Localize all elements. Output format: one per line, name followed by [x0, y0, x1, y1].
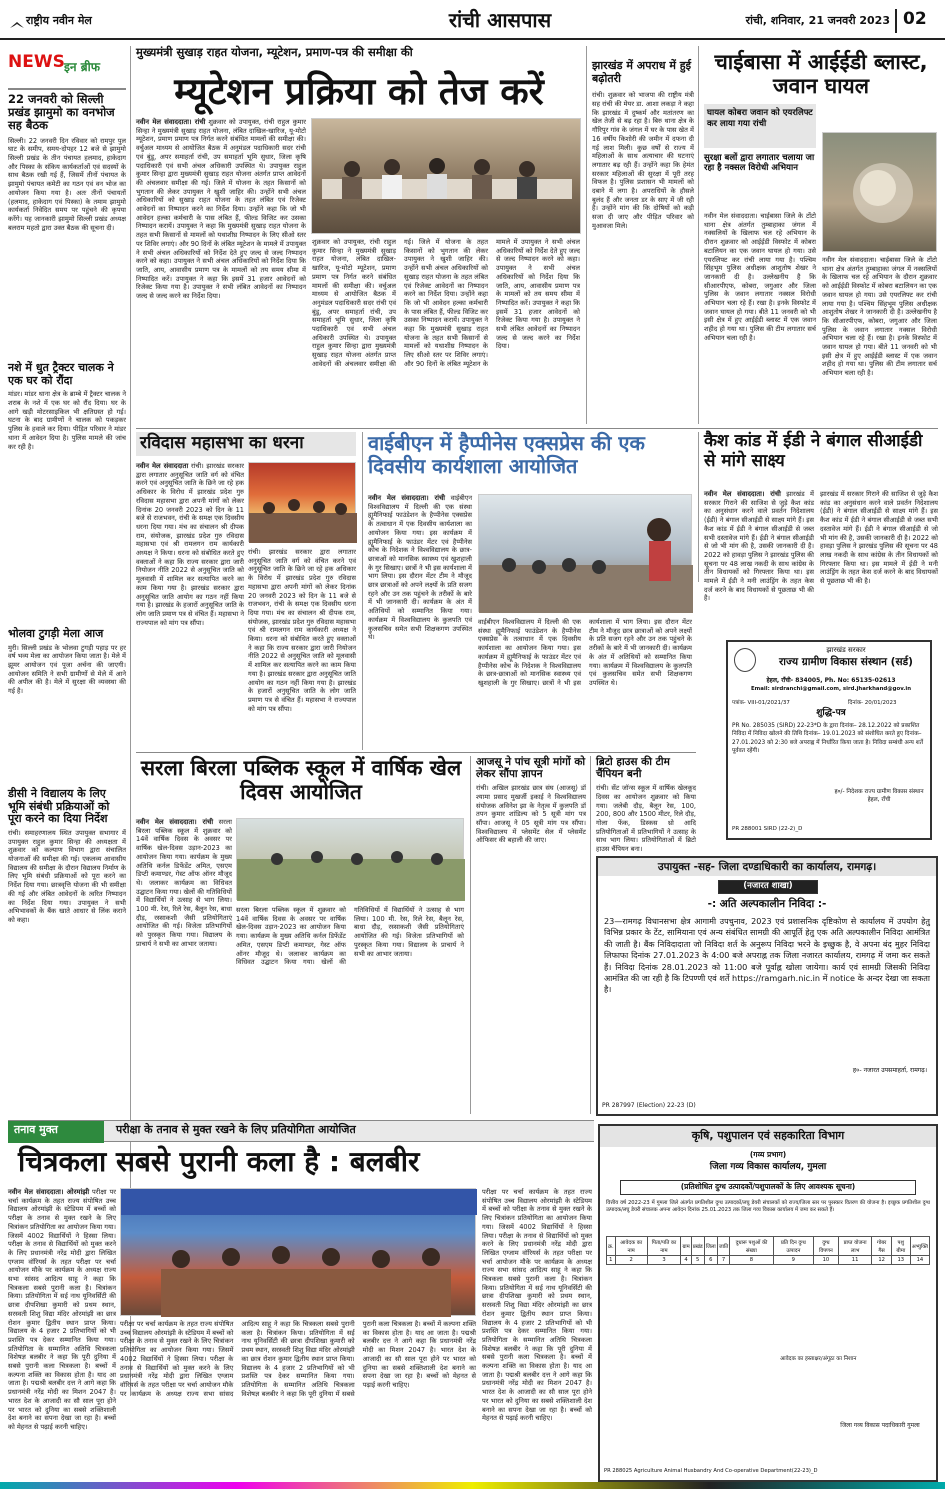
krishi-table-cell: 8 [730, 1256, 773, 1265]
sird-pr: PR 288001 SIRD (22-2)_D [732, 826, 803, 832]
aajsu-headline: आजसू ने पांच सूत्री मांगों को लेकर सौंपा ज्ञापन [476, 756, 586, 781]
ed-headline: कैश कांड में ईडी ने बंगाल सीआईडी से मांगे साक्ष्य [704, 431, 923, 471]
ed-story [704, 431, 938, 603]
chaibasa-subhead: घायल कोबरा जवान को एयरलिफ्ट कर लाया गया रांची [704, 104, 816, 148]
top-story-body-col1: शुक्रवार को उपायुक्त, रांची राहुल कुमार सिन्हा ने मुख्यमंत्री सुखाड़ राहत योजना, लंबित दाखिल-खारिज, यू-मोटो म्यूटेशन, प्रमाण प्रमाण पत्र निर्गत करने संबंधित मामलों की समीक्षा की। वर्चुअल माध्यम से आयोजित बैठक में अनुमंडल पदाधिकारी सदर रांची एवं बुंडू, अपर समाहर्ता रांची, उप समाहर्ता भूमि सुधार, जिला कृषि पदाधिकारी एवं सभी अंचल अधिकारी उपस्थित थे। उपायुक्त राहुल कुमार सिन्हा द्वारा मुख्यमंत्री सुखाड़ राहत योजना अंतर्गत प्राप्त आवेदनों की अंचलवार समीक्षा की गई। जिले में योजना के तहत किसानों को भुगतान की लेकर उपायुक्त ने खुशी जाहिर की। उन्होंने सभी अंचल अधिकारियों को सुखाड़ राहत योजना के तहत लंबित एवं रिजेक्ट आवेदनों का निष्पादन करने का निर्देश दिया। उन्होंने कहा कि जो भी आवेदन हल्का कर्मचारी के पास लंबित हैं, फील्ड विजिट कर उसका निष्पादन करायें। उपायुक्त ने कहा कि मुख्यमंत्री सुखाड़ राहत योजना के तहत सभी किसानों से मामलों को यथाशीघ्र निष्पादन के लिए सीओ स्तर पर शिविर लगाएं। और 90 दिनों के लंबित म्यूटेशन के मामले में उपायुक्त ने सभी अंचल अधिकारियों को निर्देश देते हुए जल्द से जल्द निष्पादन करने को कहा। उपायुक्त ने सभी अंचल अधिकारियों को निर्देश दिया कि जाति, आय, आवासीय प्रमाण पत्र के मामलों को तय समय सीमा में निष्पादित करें। उपायुक्त ने कहा कि इसमें 31 हजार आवेदनों को रिजेक्ट किया गया है। उपायुक्त ने सभी लंबित आवेदनों का निष्पादन जल्द से जल्द करने का निर्देश दिया। [136, 118, 306, 301]
ed-body-col1 [704, 490, 814, 603]
krishi-table-cell: 9 [773, 1256, 813, 1265]
sarla-photo [236, 818, 464, 900]
krishi-table-header: क्र. [607, 1237, 616, 1256]
top-story-body-col2: शुक्रवार को उपायुक्त, रांची राहुल कुमार सिन्हा ने मुख्यमंत्री सुखाड़ राहत योजना, लंबित दाखिल-खारिज, यू-मोटो म्यूटेशन, प्रमाण प्रमाण पत्र निर्गत करने संबंधित मामलों की समीक्षा की। वर्चुअल माध्यम से आयोजित बैठक में अनुमंडल पदाधिकारी सदर रांची एवं बुंडू, अपर समाहर्ता रांची, उप समाहर्ता भूमि सुधार, जिला कृषि पदाधिकारी एवं सभी अंचल अधिकारी उपस्थित थे। उपायुक्त राहुल कुमार सिन्हा द्वारा मुख्यमंत्री सुखाड़ राहत योजना अंतर्गत प्राप्त आवेदनों की अंचलवार समीक्षा की गई। जिले में योजना के तहत किसानों को भुगतान की लेकर उपायुक्त ने खुशी जाहिर की। उन्होंने सभी अंचल अधिकारियों को सुखाड़ राहत योजना के तहत लंबित एवं रिजेक्ट आवेदनों का निष्पादन करने का निर्देश दिया। उन्होंने कहा कि जो भी आवेदन हल्का कर्मचारी के पास लंबित हैं, फील्ड विजिट कर उसका निष्पादन करायें। उपायुक्त ने कहा कि मुख्यमंत्री सुखाड़ राहत योजना के तहत सभी किसानों से मामलों को यथाशीघ्र निष्पादन के लिए सीओ स्तर पर शिविर लगाएं। और 90 दिनों के लंबित म्यूटेशन के मामले में उपायुक्त ने सभी अंचल अधिकारियों को निर्देश देते हुए जल्द से जल्द निष्पादन करने को कहा। उपायुक्त ने सभी अंचल अधिकारियों को निर्देश दिया कि जाति, आय, आवासीय प्रमाण पत्र के मामलों को तय समय सीमा में निष्पादित करें। उपायुक्त ने कहा कि इसमें 31 हजार आवेदनों को रिजेक्ट किया गया है। उपायुक्त ने सभी लंबित आवेदनों का निष्पादन जल्द से जल्द करने का निर्देश दिया। [312, 238, 580, 368]
krishi-table-cell: 4 [681, 1256, 691, 1265]
brief-headline: नशे में धुत ट्रैक्टर चालक ने एक घर को रौंदा [8, 361, 114, 387]
krishi-title: कृषि, पशुपालन एवं सहकारिता विभाग [600, 1126, 936, 1147]
chitrakala-body-col3: परीक्षा पर चर्चा कार्यक्रम के तहत राज्य संपोषित उच्च विद्यालय ओरमांझी के स्टेडियम में बच्चों को परीक्षा के तनाव से मुक्त रखने के लिए चित्रांकन प्रतियोगिता का आयोजन किया गया। जिसमें 4002 विद्यार्थियों ने हिस्सा लिया। परीक्षा के तनाव से विद्यार्थियों को मुक्त करने के लिए प्रधानमंत्री नरेंद्र मोदी द्वारा लिखित एग्जाम वॉरियर्स के तहत परीक्षा पर चर्चा आयोजन मौके पर कार्यक्रम के अध्यक्ष राज्य सभा सांसद आदित्य साहू ने कहा कि चित्रकला सबसे पुरानी कला है। चित्रांकन किया। प्रतियोगिता में सई नाथ यूनिवर्सिटी की छात्रा दीपशिखा कुमारी को प्रथम स्थान, सरस्वती शिशु विद्या मंदिर ओरमांझी का छात्र रोशन कुमार द्वितीय स्थान प्राप्त किया। विद्यालय के 4 हजार 2 प्रतिभागियों को भी प्रशस्ति पत्र देकर सम्मानित किया गया। प्रतियोगिता के सम्मानित अतिथि चित्रकला विशेषज्ञ बलबीर ने कहा कि पूरी दुनिया में सबसे पुरानी कला चित्रकला है। बच्चों में कल्पना शक्ति का विकास होता है। याद आ जाता है। पद्मश्री बलबीर दत्त ने आगे कहा कि प्रधानमंत्री नरेंद्र मोदी का मिशन 2047 है। भारत देश के आजादी का सौ साल पूरा होने पर भारत को दुनिया का सबसे शक्तिशाली देश बनाने का सपना देखा जा रहा है। बच्चों को मेहनत से पढ़ाई करनी चाहिए। [482, 1188, 592, 1423]
dateline: रांची, शनिवार, 21 जनवरी 2023 [745, 14, 890, 27]
ramgarh-title: उपायुक्त -सह- जिला दण्डाधिकारी का कार्यालय, रामगढ़। [598, 858, 936, 876]
krishi-sub1: (गव्य प्रभाग) [749, 1150, 787, 1159]
aajsu-story [476, 756, 586, 1114]
sird-logo-icon [734, 648, 756, 672]
section-title: रांची आसपास [448, 8, 552, 32]
ramgarh-ad [596, 856, 938, 1116]
happiness-body-col2: वाईबीएन विश्वविद्यालय में दिल्ली की एक संस्था ह्यूमैनिफाई फाउंडेशन के हैप्पीनेस एक्सप्रेस के तत्वाधान में एक दिवसीय कार्यशाला का आयोजन किया गया। इस कार्यक्रम में ह्यूमैनिफाई के फाउंडर मेंटर एवं हैप्पीनेस कोच के निदेशक ने विश्वविद्यालय के छात्र-छात्राओं को मानसिक स्वास्थ्य एवं खुशहाली के गुर सिखाए। छात्रों ने भी इस कार्यशाला में भाग लिया। इस दौरान मेंटर टीम ने मौजूद छात्र छात्राओं को अपने लक्ष्यों के प्रति सजग रहने और उन तक पहुंचने के तरीकों के बारे में भी जानकारी दी। कार्यक्रम के अंत में अतिथियों को सम्मानित किया गया। कार्यक्रम में विश्वविद्यालय के कुलपति एवं कुलसचिव समेत सभी शिक्षकगण उपस्थित थे। [478, 618, 692, 687]
krishi-pr: PR 288025 Agriculture Animal Husbandry And Co-operative Department(22-23)_D [604, 1468, 818, 1474]
brief-label: इन ब्रीफ [64, 60, 100, 74]
chaibasa-body-col2: नवीन मेल संवाददाता। चाईबासा जिले के टोंटो थाना क्षेत्र अंतर्गत तुम्बाहाका जंगल में नक्सलियों के खिलाफ चल रहे अभियान के दौरान शुक्रवार को आईईडी विस्फोट में कोबरा बटालियन का एक जवान घायल हो गया। उसे एयरलिफ्ट कर रांची लाया गया है। पश्चिम सिंहभूम पुलिस अधीक्षक आशुतोष शेखर ने जानकारी दी है। उल्लेखनीय है कि सीआरपीएफ, कोबरा, जगुआर और जिला पुलिस के जवान लगातार नक्सल विरोधी अभियान चला रहे हैं। रखा है। इनके विस्फोट में जवान घायल हो गया। बीते 11 जनवरी को भी इसी क्षेत्र में हुए आईईडी ब्लास्ट में एक जवान शहीद हो गया था। पुलिस की टीम लगातार सर्च अभियान चला रही है। [822, 256, 937, 378]
top-story-body [136, 118, 306, 424]
krishi-table-cell: 12 [872, 1256, 891, 1265]
chitrakala-photo [120, 1188, 476, 1316]
krishi-table-cell: 6 [704, 1256, 717, 1265]
krishi-table [606, 1236, 930, 1265]
happiness-body-col1 [368, 494, 472, 748]
top-story-photo [311, 118, 581, 234]
news-label: NEWS [8, 52, 65, 72]
krishi-table-cell: 14 [910, 1256, 929, 1265]
top-story-headline: म्यूटेशन प्रक्रिया को तेज करें [174, 70, 544, 114]
krishi-table-cell: 1 [607, 1256, 616, 1265]
chitrakala-headline: चित्रकला सबसे पुरानी कला है : बलबीर [18, 1145, 420, 1178]
chaibasa-headline: चाईबासा में आईईडी ब्लास्ट, जवान घायल [714, 50, 928, 99]
krishi-table-header: दुधारू पशुओं की संख्या [730, 1237, 773, 1256]
tanav-band [8, 1120, 594, 1142]
krishi-table-cell: 5 [691, 1256, 704, 1265]
krishi-table-cell: 3 [647, 1256, 681, 1265]
ravidas-headline: रविदास महासभा का धरना [136, 432, 356, 456]
sarla-body-text: सरला बिरला पब्लिक स्कूल में शुक्रवार को 14वें वार्षिक दिवस के अवसर पर वार्षिक खेल-दिवस उड़ान-2023 का आयोजन किया गया। कार्यक्रम के मुख्य अतिथि कर्नल डिफेंडेंट अमित, एसएम डिप्टी कमाण्डर, गेस्ट ऑफ ऑनर मौजूद थे। जलाकर कार्यक्रम का विधिवत उद्घाटन किया गया। खेलों की गतिविधियों में विद्यार्थियों ने उत्साह से भाग लिया। 100 मी. रेस, रिले रेस, बैलून रेस, बाधा दौड़, रस्साकशी जैसी प्रतियोगिताएं आयोजित की गई। विजेता प्रतिभागियों को पुरस्कृत किया गया। विद्यालय के प्राचार्य ने सभी का आभार जताया। [136, 818, 232, 948]
krishi-table-header: अभ्युक्ति [910, 1237, 929, 1256]
sird-address: हेहल, राँची- 834005, Ph. No: 65135-02613 [766, 677, 896, 684]
masthead [0, 0, 945, 40]
sird-ad [726, 640, 932, 840]
crime-body: रांची। शुक्रवार को भाजपा की राष्ट्रीय मंत्री सह रांची की मेयर डा. आशा लकड़ा ने कहा कि झारखंड में दुष्कर्म और मतांतरण का खेल तेजी से बढ़ रहा है। बिरु थाना क्षेत्र के गौरिपुर गांव के जंगल में घर के पास खेत में 16 वर्षीय किशोरी की जमीन में दफना दी गई लाश मिली। कुछ वर्षों से राज्य में महिलाओं के साथ अत्याचार की घटनाएं लगातार बढ़ रही हैं। उन्होंने कहा कि हेमंत सरकार महिलाओं की सुरक्षा में पूरी तरह विफल है। पुलिस प्रशासन भी मामलों को दबाने में लगा है। अपराधियों के हौसले बुलंद हैं और जनता डर के साए में जी रही है। उन्होंने मांग की कि दोषियों को कड़ी सजा दी जाए और पीड़ित परिवार को मुआवजा मिले। [592, 91, 694, 230]
krishi-table-cell: 2 [615, 1256, 647, 1265]
brief-body: मांडर। मांडर थाना क्षेत्र के ब्राम्बे में ट्रैक्टर चालक ने शराब के नशे में एक घर को रौंद दिया। घर के आगे खड़ी मोटरसाइकिल भी क्षतिग्रस्त हो गई। घटना के बाद ग्रामीणों ने चालक को पकड़कर पुलिस के हवाले कर दिया। पीड़ित परिवार ने मांडर थाना में आवेदन दिया है। पुलिस मामले की जांच कर रही है। [8, 390, 126, 451]
brito-body: रांची। सेंट जॉन्स स्कूल में वार्षिक खेलकूद दिवस का आयोजन शुक्रवार को किया गया। जलेबी दौड़, बैलून रेस, 100, 200, 800 और 1500 मीटर, रिले दौड़, गोला फेंक, डिस्कस थ्रो आदि प्रतियोगिताओं में प्रतिभागियों ने उत्साह के साथ भाग लिया। प्रतियोगिताओं में ब्रिटो हाउस चैंपियन बना। [596, 784, 696, 854]
ravidas-body-col2: रांची। झारखंड सरकार द्वारा लगातार अनुसूचित जाति वर्ग को वंचित करने एवं अनुसूचित जाति के छिने जा रहे हक अधिकार के विरोध में झारखंड प्रदेश गुरु रविदास महासभा द्वारा अपनी मांगों को लेकर दिनांक 20 जनवरी 2023 को दिन के 11 बजे से राजभवन, रांची के समक्ष एक दिवसीय धरना दिया गया। मंच का संचालन श्री दीपक राम, संयोजक, झारखंड प्रदेश गुरु रविदास महासभा एवं श्री रामलगन राम कार्यकारी अध्यक्ष ने किया। धरना को संबोधित करते हुए वक्ताओं ने कहा कि राज्य सरकार द्वारा जारी नियोजन नीति 2022 से अनुसूचित जाति को मूलवासी में शामिल कर सत्यापित करने का काम किया गया है। झारखंड सरकार द्वारा अनुसूचित जाति आयोग का गठन नहीं किया गया है। झारखंड के हजारों अनुसूचित जाति के लोग जाति प्रमाण पत्र से वंचित हैं। महासभा ने राज्यपाल को मांग पत्र सौंपा। [248, 548, 356, 713]
top-story-kicker: मुख्यमंत्री सुखाड़ राहत योजना, म्यूटेशन, प्रमाण-पत्र की समीक्षा की [136, 45, 413, 59]
sird-dinank: दिनांक- 20/01/2023 [848, 700, 897, 706]
ed-byline: नवीन मेल संवाददाता। रांची [704, 490, 781, 498]
brito-headline: ब्रिटो हाउस की टीम चैंपियन बनी [596, 756, 670, 781]
sarla-headline: सरला बिरला पब्लिक स्कूल में वार्षिक खेल दिवस आयोजित [140, 756, 462, 805]
krishi-table-cell: 7 [717, 1256, 730, 1265]
krishi-sign: जिला गव्य विकास पदाधिकारी गुमला [840, 1422, 920, 1429]
sird-org: राज्य ग्रामीण विकास संस्थान (सर्ड) [779, 656, 913, 668]
tanav-headline: परीक्षा के तनाव से मुक्त रखने के लिए प्रतियोगिता आयोजित [116, 1123, 356, 1136]
krishi-table-header: जिला [704, 1237, 717, 1256]
krishi-table-header: दुग्ध विपणन [814, 1237, 839, 1256]
sarla-byline: नवीन मेल संवाददाता। रांची [136, 818, 214, 826]
crime-story [592, 60, 694, 424]
crime-headline: झारखंड में अपराध में हुई बढ़ोतरी [592, 59, 692, 85]
brief-item-4 [8, 788, 126, 1129]
ed-body-text: झारखंड में सरकार गिराने की साजिश से जुड़े कैश कांड का अनुसंधान करने वाले प्रवर्तन निदेशालय (ईडी) ने बंगाल सीआईडी से साक्ष्य मांगे हैं। इस कैश कांड में ईडी ने बंगाल सीआईडी से जब्त सभी दस्तावेज मांगे हैं। ईडी ने बंगाल सीआईडी से जो भी मांग की है, उसकी जानकारी दी है। 2022 को हावड़ा पुलिस ने झारखंड पुलिस की सूचना पर 48 लाख नकदी के साथ कांग्रेस के तीन विधायकों को गिरफ्तार किया था। इस मामले में ईडी ने मनी लाउंड्रिंग के तहत केस दर्ज करने के बाद विधायकों से पूछताछ भी की है। [704, 490, 814, 603]
chitrakala-body-text: परीक्षा पर चर्चा कार्यक्रम के तहत राज्य संपोषित उच्च विद्यालय ओरमांझी के स्टेडियम में बच्चों को परीक्षा के तनाव से मुक्त रखने के लिए चित्रांकन प्रतियोगिता का आयोजन किया गया। जिसमें 4002 विद्यार्थियों ने हिस्सा लिया। परीक्षा के तनाव से विद्यार्थियों को मुक्त करने के लिए प्रधानमंत्री नरेंद्र मोदी द्वारा लिखित एग्जाम वॉरियर्स के तहत परीक्षा पर चर्चा आयोजन मौके पर कार्यक्रम के अध्यक्ष राज्य सभा सांसद आदित्य साहू ने कहा कि चित्रकला सबसे पुरानी कला है। चित्रांकन किया। प्रतियोगिता में सई नाथ यूनिवर्सिटी की छात्रा दीपशिखा कुमारी को प्रथम स्थान, सरस्वती शिशु विद्या मंदिर ओरमांझी का छात्र रोशन कुमार द्वितीय स्थान प्राप्त किया। विद्यालय के 4 हजार 2 प्रतिभागियों को भी प्रशस्ति पत्र देकर सम्मानित किया गया। प्रतियोगिता के सम्मानित अतिथि चित्रकला विशेषज्ञ बलबीर ने कहा कि पूरी दुनिया में सबसे पुरानी कला चित्रकला है। बच्चों में कल्पना शक्ति का विकास होता है। याद आ जाता है। पद्मश्री बलबीर दत्त ने आगे कहा कि प्रधानमंत्री नरेंद्र मोदी का मिशन 2047 है। भारत देश के आजादी का सौ साल पूरा होने पर भारत को दुनिया का सबसे शक्तिशाली देश बनाने का सपना देखा जा रहा है। बच्चों को मेहनत से पढ़ाई करनी चाहिए। [8, 1188, 116, 1431]
page-number: 02 [895, 9, 935, 33]
ravidas-body-text: रांची। झारखंड सरकार द्वारा लगातार अनुसूचित जाति वर्ग को वंचित करने एवं अनुसूचित जाति के छिने जा रहे हक अधिकार के विरोध में झारखंड प्रदेश गुरु रविदास महासभा द्वारा अपनी मांगों को लेकर दिनांक 20 जनवरी 2023 को दिन के 11 बजे से राजभवन, रांची के समक्ष एक दिवसीय धरना दिया गया। मंच का संचालन श्री दीपक राम, संयोजक, झारखंड प्रदेश गुरु रविदास महासभा एवं श्री रामलगन राम कार्यकारी अध्यक्ष ने किया। धरना को संबोधित करते हुए वक्ताओं ने कहा कि राज्य सरकार द्वारा जारी नियोजन नीति 2022 से अनुसूचित जाति को मूलवासी में शामिल कर सत्यापित करने का काम किया गया है। झारखंड सरकार द्वारा अनुसूचित जाति आयोग का गठन नहीं किया गया है। झारखंड के हजारों अनुसूचित जाति के लोग जाति प्रमाण पत्र से वंचित हैं। महासभा ने राज्यपाल को मांग पत्र सौंपा। [136, 462, 244, 627]
brief-item-2 [8, 362, 126, 620]
ramgarh-pr: PR 287997 (Election) 22-23 (D) [602, 1102, 696, 1109]
sird-title: शुद्धि-पत्र [816, 708, 846, 718]
sird-body: PR No. 285035 (SIRD) 22-23*D के द्वारा दिनांक– 28.12.2022 को प्रकाशित निविदा में निविदा खोलने की तिथि दिनांक– 19.01.2023 को संशोधित करते हुए दिनांक– 27.01.2023 को 2:30 बजे अपराह्न में निर्धारित किया जाता है। निविदा सम्बंधी अन्य शर्ते पूर्ववत रहेंगी। [732, 723, 924, 755]
tanav-tag: तनाव मुक्त [8, 1121, 104, 1143]
news-brief-header [8, 46, 126, 86]
happiness-story [368, 432, 694, 750]
krishi-table-cell: 11 [838, 1256, 872, 1265]
paper-name: राष्ट्रीय नवीन मेल [26, 14, 92, 27]
chaibasa-subhead2: सुरक्षा बलों द्वारा लगातार चलाया जा रहा है नक्सल विरोधी अभियान [704, 153, 815, 174]
brief-body: रांची। समाहरणालय स्थित उपायुक्त सभागार में उपायुक्त राहुल कुमार सिन्हा की अध्यक्षता में शुक्रवार को कल्याण विभाग द्वारा संचालित योजनाओं की समीक्षा की गई। एकलव्य आवासीय विद्यालय की समीक्षा के दौरान विद्यालय निर्माण के लिए भूमि संबंधी प्रक्रियाओं को पूरा करने का निर्देश दिया गया। छात्रवृत्ति योजना की भी समीक्षा की गई और लंबित आवेदनों के त्वरित निष्पादन का निर्देश दिया गया। उपायुक्त ने सभी अभिभावकों के बैंक खाते आधार से लिंक कराने को कहा। [8, 828, 126, 924]
brief-item-1 [8, 88, 126, 335]
ravidas-story [136, 432, 356, 750]
happiness-byline: नवीन मेल संवाददाता। रांची [368, 494, 446, 502]
chitrakala-body-col1 [8, 1188, 116, 1480]
chitrakala-byline: नवीन मेल संवाददाता। ओरमांझी [8, 1188, 90, 1196]
ramgarh-subtitle: (नजारत शाखा) [718, 880, 818, 894]
sarla-body-col2: सरला बिरला पब्लिक स्कूल में शुक्रवार को 14वें वार्षिक दिवस के अवसर पर वार्षिक खेल-दिवस उड़ान-2023 का आयोजन किया गया। कार्यक्रम के मुख्य अतिथि कर्नल डिफेंडेंट अमित, एसएम डिप्टी कमाण्डर, गेस्ट ऑफ ऑनर मौजूद थे। जलाकर कार्यक्रम का विधिवत उद्घाटन किया गया। खेलों की गतिविधियों में विद्यार्थियों ने उत्साह से भाग लिया। 100 मी. रेस, रिले रेस, बैलून रेस, बाधा दौड़, रस्साकशी जैसी प्रतियोगिताएं आयोजित की गई। विजेता प्रतिभागियों को पुरस्कृत किया गया। विद्यालय के प्राचार्य ने सभी का आभार जताया। [236, 906, 464, 967]
aajsu-body: रांची। अखिल झारखंड छात्र संघ (आजसू) डॉ श्यामा प्रसाद मुखर्जी इकाई ने विश्वविद्यालय संयोजक अविनेश झा के नेतृत्व में कुलपति डॉ तपन कुमार शांडिल्य को 5 सूत्री मांग पत्र सौंपा। आजसू ने 05 सूत्री मांग पत्र सौंपा। विश्वविद्यालय में प्लेसमेंट सेल में प्लेसमेंट ऑफिसर की बहाली की जाए। [476, 784, 586, 845]
ravidas-body-col1 [136, 462, 244, 748]
brief-body: मुरी। सिल्ली प्रखंड के भोलवा टुगड़ी पहाड़ पर हर वर्ष भव्य मेला का आयोजन किया जाता है। मेले में झूमर आयोजन एवं पूजा अर्चना की जाएगी। आयोजन समिति ने सभी ग्रामीणों से मेले में आने की अपील की है। मेले में सुरक्षा की व्यवस्था की गई है। [8, 643, 126, 696]
krishi-ad [598, 1124, 938, 1482]
krishi-table-header: ग्राम [681, 1237, 691, 1256]
krishi-table-header: प्रखंड [691, 1237, 704, 1256]
krishi-table-header: पशु बीमा [891, 1237, 910, 1256]
krishi-table-wrap [606, 1236, 930, 1265]
krishi-notice: (प्रतिशोधित दुग्ध उत्पादकों/पशुपालकों के लिए आवश्यक सूचना) [620, 1180, 916, 1195]
color-registration-bar [0, 1482, 945, 1489]
krishi-footer: आवेदक का हस्ताक्षर/अंगूठा का निशान [780, 1356, 857, 1362]
sird-email: Email: sirdranchi@gmail.com, sird.jharkhand@gov.in [750, 686, 912, 692]
krishi-table-cell: 13 [891, 1256, 910, 1265]
ramgarh-notice: -: अति अल्पकालीन निविदा :- [707, 898, 827, 910]
brief-item-3 [8, 628, 126, 784]
brief-headline: 22 जनवरी को सिल्ली प्रखंड झामुमो का वनभोज सह बैठक [8, 88, 126, 133]
chaibasa-story [704, 50, 938, 426]
krishi-table-cell: 10 [814, 1256, 839, 1265]
krishi-table-header: प्राप्त योजना लाभ [838, 1237, 872, 1256]
brief-headline: भोलवा टुगड़ी मेला आज [8, 627, 104, 640]
happiness-photo [478, 494, 692, 612]
krishi-table-header: आवेदक का नाम [615, 1237, 647, 1256]
krishi-table-header: पिता/पति का नाम [647, 1237, 681, 1256]
top-story [136, 46, 582, 426]
sird-patrank: पत्रांक- VIII-01/2021/37 [732, 700, 790, 706]
krishi-sub2: जिला गव्य विकास कार्यालय, गुमला [709, 1162, 827, 1172]
chitrakala-body-col2: परीक्षा पर चर्चा कार्यक्रम के तहत राज्य संपोषित उच्च विद्यालय ओरमांझी के स्टेडियम में बच्चों को परीक्षा के तनाव से मुक्त रखने के लिए चित्रांकन प्रतियोगिता का आयोजन किया गया। जिसमें 4002 विद्यार्थियों ने हिस्सा लिया। परीक्षा के तनाव से विद्यार्थियों को मुक्त करने के लिए प्रधानमंत्री नरेंद्र मोदी द्वारा लिखित एग्जाम वॉरियर्स के तहत परीक्षा पर चर्चा आयोजन मौके पर कार्यक्रम के अध्यक्ष राज्य सभा सांसद आदित्य साहू ने कहा कि चित्रकला सबसे पुरानी कला है। चित्रांकन किया। प्रतियोगिता में सई नाथ यूनिवर्सिटी की छात्रा दीपशिखा कुमारी को प्रथम स्थान, सरस्वती शिशु विद्या मंदिर ओरमांझी का छात्र रोशन कुमार द्वितीय स्थान प्राप्त किया। विद्यालय के 4 हजार 2 प्रतिभागियों को भी प्रशस्ति पत्र देकर सम्मानित किया गया। प्रतियोगिता के सम्मानित अतिथि चित्रकला विशेषज्ञ बलबीर ने कहा कि पूरी दुनिया में सबसे पुरानी कला चित्रकला है। बच्चों में कल्पना शक्ति का विकास होता है। याद आ जाता है। पद्मश्री बलबीर दत्त ने आगे कहा कि प्रधानमंत्री नरेंद्र मोदी का मिशन 2047 है। भारत देश के आजादी का सौ साल पूरा होने पर भारत को दुनिया का सबसे शक्तिशाली देश बनाने का सपना देखा जा रहा है। बच्चों को मेहनत से पढ़ाई करनी चाहिए। [120, 1320, 476, 1398]
chitrakala-story [8, 1146, 594, 1480]
paper-logo-icon [10, 15, 24, 25]
ravidas-photo [248, 462, 356, 542]
top-story-byline: नवीन मेल संवाददाता। रांची [136, 118, 206, 126]
ravidas-byline: नवीन मेल संवाददाता [136, 462, 189, 470]
chaibasa-photo [822, 132, 937, 252]
krishi-table-header: प्रति दिन दुग्ध उत्पादन [773, 1237, 813, 1256]
sird-govt: झारखंड सरकार [826, 646, 866, 654]
krishi-table-header: गोबर गैस [872, 1237, 891, 1256]
chaibasa-body: नवीन मेल संवाददाता। चाईबासा जिले के टोंटो थाना क्षेत्र अंतर्गत तुम्बाहाका जंगल में नक्सलियों के खिलाफ चल रहे अभियान के दौरान शुक्रवार को आईईडी विस्फोट में कोबरा बटालियन का एक जवान घायल हो गया। उसे एयरलिफ्ट कर रांची लाया गया है। पश्चिम सिंहभूम पुलिस अधीक्षक आशुतोष शेखर ने जानकारी दी है। उल्लेखनीय है कि सीआरपीएफ, कोबरा, जगुआर और जिला पुलिस के जवान लगातार नक्सल विरोधी अभियान चला रहे हैं। रखा है। इनके विस्फोट में जवान घायल हो गया। बीते 11 जनवरी को भी इसी क्षेत्र में हुए आईईडी ब्लास्ट में एक जवान शहीद हो गया था। पुलिस की टीम लगातार सर्च अभियान चला रही है। [704, 212, 816, 342]
happiness-body-text: वाईबीएन विश्वविद्यालय में दिल्ली की एक संस्था ह्यूमैनिफाई फाउंडेशन के हैप्पीनेस एक्सप्रेस के तत्वाधान में एक दिवसीय कार्यशाला का आयोजन किया गया। इस कार्यक्रम में ह्यूमैनिफाई के फाउंडर मेंटर एवं हैप्पीनेस कोच के निदेशक ने विश्वविद्यालय के छात्र-छात्राओं को मानसिक स्वास्थ्य एवं खुशहाली के गुर सिखाए। छात्रों ने भी इस कार्यशाला में भाग लिया। इस दौरान मेंटर टीम ने मौजूद छात्र छात्राओं को अपने लक्ष्यों के प्रति सजग रहने और उन तक पहुंचने के तरीकों के बारे में भी जानकारी दी। कार्यक्रम के अंत में अतिथियों को सम्मानित किया गया। कार्यक्रम में विश्वविद्यालय के कुलपति एवं कुलसचिव समेत सभी शिक्षकगण उपस्थित थे। [368, 494, 472, 642]
ramgarh-sign: ह०- नजारत उपसमाहर्ता, रामगढ़। [852, 1067, 928, 1074]
sird-sign: ह०/- निदेशक राज्य ग्रामीण विकास संस्थान हेहल, राँची [834, 789, 924, 803]
sarla-story [136, 756, 466, 1114]
sarla-body-col1 [136, 818, 232, 1112]
ed-body-col2: झारखंड में सरकार गिराने की साजिश से जुड़े कैश कांड का अनुसंधान करने वाले प्रवर्तन निदेशालय (ईडी) ने बंगाल सीआईडी से साक्ष्य मांगे हैं। इस कैश कांड में ईडी ने बंगाल सीआईडी से जब्त सभी दस्तावेज मांगे हैं। ईडी ने बंगाल सीआईडी से जो भी मांग की है, उसकी जानकारी दी है। 2022 को हावड़ा पुलिस ने झारखंड पुलिस की सूचना पर 48 लाख नकदी के साथ कांग्रेस के तीन विधायकों को गिरफ्तार किया था। इस मामले में ईडी ने मनी लाउंड्रिंग के तहत केस दर्ज करने के बाद विधायकों से पूछताछ भी की है। [820, 490, 938, 586]
happiness-headline: वाईबीएन में हैप्पीनेस एक्सप्रेस की एक दिवसीय कार्यशाला आयोजित [368, 431, 645, 478]
brief-body: सिल्ली। 22 जनवरी दिन रविवार को रामपुर पुल घाट के समीप, समय-दोपहर 12 बजे से झामुमो सिल्ली प्रखंड के तीन पंचायत हलमाद, हाकेदाग और पिस्का के संकिय कार्यकर्ताओं एवं सदस्यों के साथ बैठक रखी गई हैं, जिसमें तीनों पंचायत के झामुमो पंचायत कमेटी का गठन एवं वन भोज का आयोजन किया गया है। अतः तीनों पंचायतों (हलमाद, हाकेदाग एवं पिस्का) के तमाम झामुमो कार्यकर्ता निवेदित समय पर पहुंचने की कृपया करेंगे। यह जानकारी झामुमो सिल्ली प्रखंड अध्यक्ष बलराम महतो द्वारा उक्त बैठक की सूचना दी। [8, 136, 126, 232]
krishi-table-header: जाति [717, 1237, 730, 1256]
brief-headline: डीसी ने विद्यालय के लिए भूमि संबंधी प्रक्रियाओं को पूरा करने का दिया निर्देश [8, 787, 110, 826]
ramgarh-body: 23—रामगढ़ विधानसभा क्षेत्र आगामी उपचुनाव, 2023 एवं प्रशासनिक दृष्टिकोण से कार्यालय में उपयोग हेतु विभिन्न प्रकार के टेंट, सामियाना एवं अन्य संबंधित सामग्री की आपूर्ति हेतु एक अति अल्पकालीन निविदा आमंत्रित की जाती है। बैंक निविदादाता जो निविदा शर्त के अनुरूप निविदा भरने के इच्छुक है, वे अपना बंद मुहर निविदा लिफाफा दिनांक 27.01.2023 के 4:00 बजे अपराह्न तक जिला नजारत कार्यालय, रामगढ़ में जमा कर सकते हैं। निविदा दिनांक 28.01.2023 को 11:00 बजे पूर्वाह्न खोला जायेगा। कार्य एवं सामग्री जिसकी निविदा आमंत्रित की जा रही है कि टिपण्णी एवं शर्ते https://ramgarh.nic.in में notice के अन्दर देखा जा सकता है। [604, 916, 930, 995]
krishi-body: वित्तीय वर्ष 2022-23 में गुमला जिले अंतर्गत प्रगतिशील दुग्ध उत्पादकों/लघु डेयरी संचालकों को राज्य/जिला स्तर पर पुरस्कार वितरण की योजना है। इच्छुक प्रगतिशील दुग्ध उत्पादक/लघु डेयरी संचालक अपना आवेदन दिनांक 25.01.2023 तक जिला गव्य विकास कार्यालय में जमा कर सकते हैं। [606, 1200, 930, 1214]
